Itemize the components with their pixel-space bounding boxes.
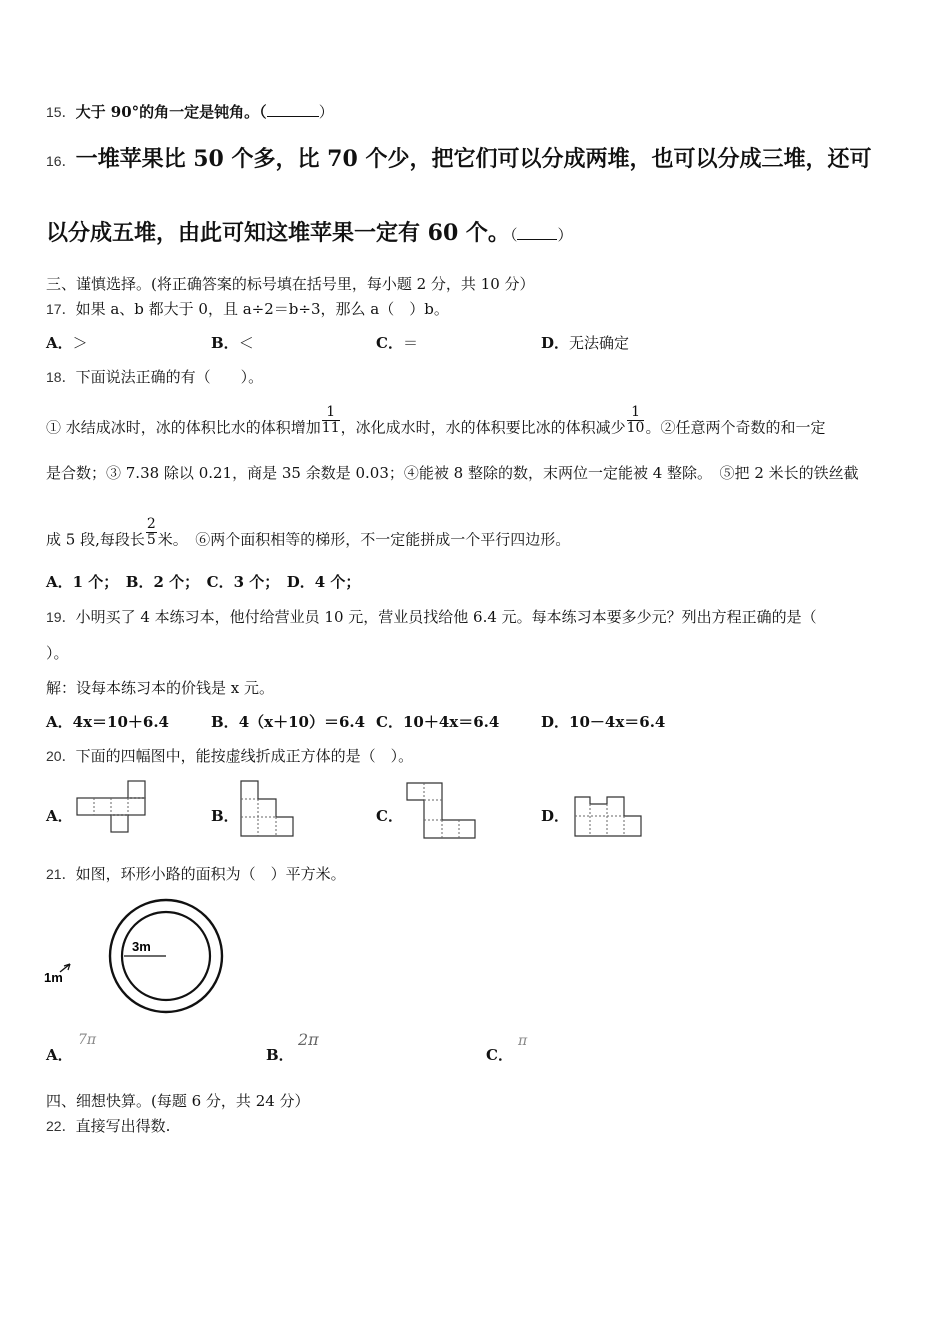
- q18-statement-line-2: 是合数；③ 7.38 除以 0.21，商是 35 余数是 0.03；④能被 8 整除的数，末两位一定能被 4 整除。 ⑤把 2 米长的铁丝截: [46, 464, 859, 482]
- q21-option-b-value: 2π: [298, 1030, 319, 1049]
- q21-option-c-label[interactable]: C．: [486, 1046, 513, 1064]
- q20-option-d-label[interactable]: D．: [541, 807, 570, 825]
- q21-number: 21．: [46, 866, 76, 882]
- q19-option-a[interactable]: A．4x＝10＋6.4: [46, 713, 169, 731]
- q18-statement-line-1: ① 水结成冰时，冰的体积比水的体积增加 $\frac{1}{11}$ ，冰化成水时，水的体积要比冰的体积减少 $\frac{1}{10}$ 。②任意两个奇数的和一定: [46, 404, 826, 437]
- q20-line: [46, 746, 413, 766]
- q18-line: [46, 367, 263, 387]
- q19-solve: 解：设每本练习本的价钱是 x 元。: [46, 679, 274, 697]
- q16-text-2: 以分成五堆，由此可知这堆苹果一定有 60 个。: [46, 220, 510, 246]
- fraction-2-5: $\frac{2}{5}$: [146, 516, 156, 548]
- q21-option-b-label[interactable]: B．: [266, 1046, 294, 1064]
- q19-line-1: [46, 607, 817, 627]
- q17-text: 如果 a、b 都大于 0，且 a÷2＝b÷3，那么 a（ ）b。: [75, 300, 449, 318]
- section-4-title: 四、细想快算。(每题 6 分，共 24 分）: [46, 1092, 310, 1110]
- q17-line: [46, 299, 449, 319]
- q15-number: 15．: [46, 104, 76, 120]
- q16-text-1: 一堆苹果比 50 个多，比 70 个少，把它们可以分成两堆，也可以分成三堆，还可: [75, 146, 872, 172]
- cube-net-b[interactable]: [240, 780, 300, 842]
- q22-line: [46, 1116, 170, 1136]
- q17-option-c[interactable]: C．＝: [376, 334, 418, 352]
- q21-text: 如图，环形小路的面积为（ ）平方米。: [75, 865, 346, 883]
- q19-option-c[interactable]: C．10＋4x＝6.4: [376, 713, 500, 731]
- q22-number: 22．: [46, 1118, 76, 1134]
- cube-net-c[interactable]: [406, 782, 482, 842]
- q19-option-d[interactable]: D．10－4x＝6.4: [541, 713, 666, 731]
- q17-option-b[interactable]: B．＜: [211, 334, 254, 352]
- cube-net-a[interactable]: [76, 780, 156, 840]
- q16-line-1: [46, 144, 871, 174]
- q16-answer-blank[interactable]: [517, 227, 557, 240]
- q15-line: 15．大于 90°的角一定是钝角。（ ）: [46, 103, 334, 121]
- q19-text: 小明买了 4 本练习本，他付给营业员 10 元，营业员找给他 6.4 元。每本练习本要多少元？列出方程正确的是（: [75, 608, 817, 626]
- q20-option-c-label[interactable]: C．: [376, 807, 403, 825]
- q18-number: 18．: [46, 369, 76, 385]
- q20-number: 20．: [46, 748, 76, 764]
- q15-text: 大于 90°的角一定是钝角。（: [75, 103, 267, 121]
- q21-option-c-value: π: [518, 1033, 528, 1049]
- cube-net-d[interactable]: [574, 796, 644, 840]
- q20-option-a-label[interactable]: A．: [46, 807, 73, 825]
- q16-number: 16．: [46, 153, 76, 169]
- radius-label: 3m: [132, 939, 151, 954]
- annulus-figure: [44, 896, 184, 1026]
- q15-answer-blank[interactable]: [267, 104, 319, 117]
- q21-option-a-value: 7π: [78, 1032, 97, 1048]
- q22-text: 直接写出得数.: [75, 1117, 171, 1135]
- q20-option-b-label[interactable]: B．: [211, 807, 239, 825]
- fraction-1-10: $\frac{1}{10}$: [626, 404, 645, 436]
- width-label: 1m: [44, 970, 63, 985]
- q19-option-b[interactable]: B．4（x＋10）＝6.4: [211, 713, 366, 731]
- fraction-1-11: $\frac{1}{11}$: [321, 404, 340, 436]
- q19-number: 19．: [46, 609, 76, 625]
- q18-text: 下面说法正确的有（ ）。: [75, 368, 264, 386]
- q19-line-2: ）。: [46, 644, 69, 662]
- q20-text: 下面的四幅图中，能按虚线折成正方体的是（ ）。: [75, 747, 414, 765]
- q18-statement-line-3: 成 5 段,每段长 $\frac{2}{5}$ 米。 ⑥两个面积相等的梯形，不一定能拼成一个平行四边形。: [46, 516, 571, 549]
- q21-line: [46, 864, 346, 884]
- q17-number: 17．: [46, 301, 76, 317]
- q17-option-a[interactable]: A．＞: [46, 334, 88, 352]
- q21-option-a-label[interactable]: A．: [46, 1046, 73, 1064]
- q18-options[interactable]: A．1 个； B．2 个； C．3 个； D．4 个；: [46, 573, 361, 591]
- q16-line-2: 以分成五堆，由此可知这堆苹果一定有 60 个。（ ）: [46, 220, 573, 246]
- q17-option-d[interactable]: D．无法确定: [541, 334, 630, 352]
- section-3-title: 三、谨慎选择。(将正确答案的标号填在括号里，每小题 2 分，共 10 分）: [46, 275, 535, 293]
